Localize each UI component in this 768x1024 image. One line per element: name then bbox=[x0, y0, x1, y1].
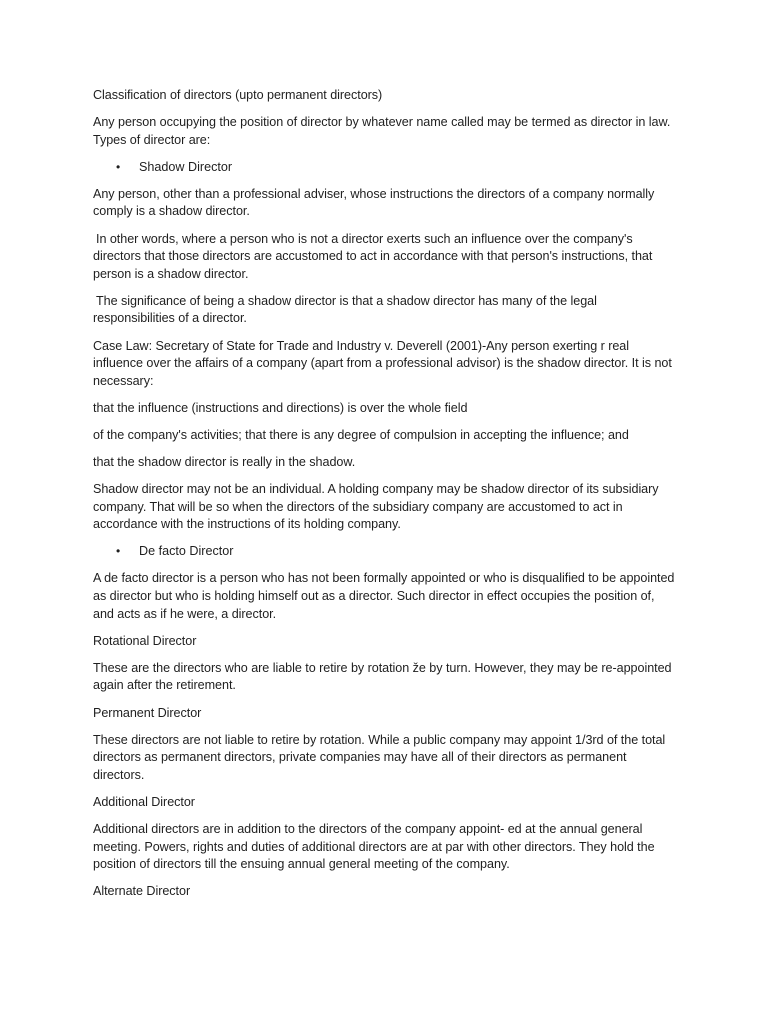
shadow-definition-paragraph: Any person, other than a professional adviser, whose instructions the directors of a company normally comply is a shadow director. bbox=[93, 186, 655, 219]
alternate-heading: Alternate Director bbox=[93, 884, 191, 899]
bullet-defacto-director bbox=[93, 543, 678, 561]
additional-heading: Additional Director bbox=[93, 794, 195, 809]
shadow-other-words-paragraph: In other words, where a person who is not a director exerts such an influence over the company's directors that those directors are accustomed to act in accordance with that person's instructions, that person is a shadow director. bbox=[93, 231, 653, 281]
document-heading: Classification of directors (upto permanent directors) bbox=[93, 88, 383, 102]
activities-line: of the company's activities; that there is any degree of compulsion in accepting the influence; and bbox=[93, 427, 629, 442]
bullet-label: De facto Director bbox=[139, 544, 234, 559]
intro-paragraph: Any person occupying the position of director by whatever name called may be termed as director in law. Types of director are: bbox=[93, 115, 671, 147]
bullet-dot-icon: • bbox=[116, 159, 121, 174]
influence-line: that the influence (instructions and directions) is over the whole field bbox=[93, 400, 468, 415]
shadow-line: that the shadow director is really in the shadow. bbox=[93, 455, 356, 469]
rotational-definition-paragraph: These are the directors who are liable to retire by rotation že by turn. However, they may be re-appointed again after the retirement. bbox=[93, 660, 672, 693]
case-law-paragraph: Case Law: Secretary of State for Trade and Industry v. Deverell (2001)-Any person exerting r real influence over the affairs of a company (apart from a professional advisor) is the shadow director. It is not necessary: bbox=[93, 338, 672, 388]
shadow-significance-paragraph: The significance of being a shadow director is that a shadow director has many of the legal responsibilities of a director. bbox=[93, 293, 597, 326]
defacto-definition-paragraph: A de facto director is a person who has not been formally appointed or who is disqualified to be appointed as director but who is holding himself out as a director. Such director in effect occupies the position of, and acts as if he were, a director. bbox=[93, 571, 675, 621]
permanent-heading: Permanent Director bbox=[93, 705, 202, 720]
bullet-dot-icon: • bbox=[116, 544, 121, 559]
additional-definition-paragraph: Additional directors are in addition to the directors of the company appoint- ed at the annual general meeting. Powers, rights and duties of additional directors are at par with other directors. They hold the position of directors till the ensuing annual general meeting of the company. bbox=[93, 822, 655, 872]
bullet-shadow-director bbox=[93, 159, 678, 177]
bullet-label: Shadow Director bbox=[139, 159, 233, 174]
permanent-definition-paragraph: These directors are not liable to retire by rotation. While a public company may appoint 1/3rd of the total directors as permanent directors, private companies may have all of their directors as permanent directors. bbox=[93, 732, 666, 782]
rotational-heading: Rotational Director bbox=[93, 633, 197, 648]
shadow-individual-paragraph: Shadow director may not be an individual. A holding company may be shadow director of its subsidiary company. That will be so when the directors of the subsidiary company are accustomed to act in accordance with the instructions of its holding company. bbox=[93, 482, 659, 532]
